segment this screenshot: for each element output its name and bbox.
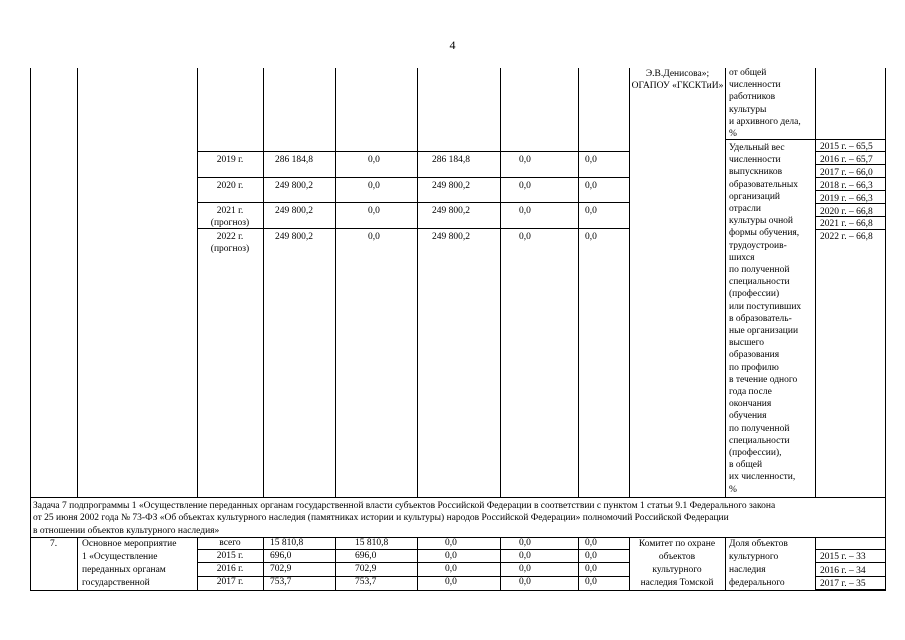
- year-cell: 2016 г.: [216, 564, 244, 574]
- rule: [885, 68, 886, 590]
- value-cell: 0,0: [585, 577, 597, 587]
- indicator-text: %: [729, 129, 737, 139]
- indicator-text: шихся: [729, 252, 755, 263]
- value-cell: 753,7: [270, 577, 292, 587]
- indicator-text: ные организации: [729, 326, 799, 336]
- indicator-text: трудоустроив-: [729, 240, 787, 251]
- indicator-text: организаций: [729, 191, 781, 202]
- year-cell: всего: [219, 538, 241, 548]
- value-cell: 0,0: [519, 551, 531, 561]
- value-cell: 0,0: [585, 155, 597, 165]
- indicator-value: 2018 г. – 66,3: [820, 180, 873, 191]
- indicator-value: 2017 г. – 66,0: [820, 167, 873, 178]
- value-cell: 702,9: [270, 564, 292, 574]
- task-text: Задача 7 подпрограммы 1 «Осуществление переданных органам государственной власти субъектов Российской Федерации в соответствии с пунктом 1 статьи 9.1 Федерального закона: [33, 501, 776, 511]
- indicator-value: 2016 г. – 34: [820, 565, 866, 576]
- year-cell: (прогноз): [210, 244, 250, 254]
- value-cell: 753,7: [355, 577, 377, 587]
- rule: [815, 537, 816, 590]
- value-cell: 0,0: [519, 206, 531, 216]
- indicator-text: культуры: [729, 104, 767, 115]
- value-cell: 0,0: [519, 538, 531, 548]
- indicator-text: культуры очной: [729, 216, 794, 227]
- rule: [417, 68, 418, 497]
- year-cell: 2021 г.: [216, 206, 244, 216]
- indicator-text: численности: [729, 80, 781, 91]
- value-cell: 0,0: [585, 564, 597, 574]
- rule: [335, 537, 336, 590]
- year-cell: 2017 г.: [216, 577, 244, 587]
- indicator-text: численности: [729, 155, 781, 166]
- value-cell: 0,0: [445, 538, 457, 548]
- value-cell: 0,0: [519, 564, 531, 574]
- value-cell: 0,0: [445, 577, 457, 587]
- indicator-text: по профилю: [729, 362, 779, 373]
- rule: [77, 68, 78, 497]
- value-cell: 0,0: [585, 206, 597, 216]
- indicator-text: по полученной: [729, 265, 790, 275]
- value-cell: 15 810,8: [355, 538, 389, 548]
- rule: [815, 68, 816, 497]
- indicator-value: 2017 г. – 35: [820, 579, 866, 589]
- task-text: в отношении объектов культурного наследия»: [33, 525, 220, 536]
- indicator-text: и архивного дела,: [729, 116, 801, 127]
- indicator-text: в течение одного: [729, 374, 798, 385]
- indicator-text: обучения: [729, 411, 767, 422]
- value-cell: 696,0: [270, 551, 292, 561]
- task-text: от 25 июня 2002 года № 73-ФЗ «Об объектах культурного наследия (памятниках истории и культуры) народов Российской Федерации» полномочий Российской Федерации: [33, 513, 729, 524]
- indicator-text: образования: [729, 350, 780, 361]
- rule: [725, 68, 726, 497]
- value-cell: 696,0: [355, 551, 377, 561]
- event-text: переданных органам: [82, 565, 166, 575]
- value-cell: 249 800,2: [275, 206, 313, 216]
- executor-text: Комитет по охране: [638, 539, 716, 549]
- rule: [578, 537, 579, 590]
- rule: [197, 151, 630, 152]
- value-cell: 0,0: [368, 155, 380, 165]
- value-cell: 286 184,8: [432, 155, 470, 165]
- event-text: 1 «Осуществление: [82, 552, 158, 562]
- value-cell: 0,0: [519, 577, 531, 587]
- indicator-text: специальности: [729, 435, 790, 446]
- event-text: Основное мероприятие: [82, 539, 177, 549]
- rule: [815, 549, 886, 550]
- value-cell: 0,0: [585, 551, 597, 561]
- value-cell: 0,0: [585, 538, 597, 548]
- indicator-text: Доля объектов: [729, 539, 788, 549]
- year-cell: 2015 г.: [216, 551, 244, 561]
- indicator-text: их численности,: [729, 472, 796, 483]
- rule: [30, 68, 31, 590]
- indicator-text: Удельный вес: [729, 143, 785, 153]
- value-cell: 0,0: [585, 232, 597, 242]
- indicator-text: культурного: [729, 552, 779, 562]
- indicator-value: 2019 г. – 66,3: [820, 193, 873, 204]
- value-cell: 0,0: [585, 181, 597, 191]
- value-cell: 249 800,2: [432, 232, 470, 242]
- indicator-text: отрасли: [729, 204, 761, 214]
- rule: [77, 537, 78, 590]
- rule: [500, 537, 501, 590]
- rule: [417, 537, 418, 590]
- rule: [197, 177, 630, 178]
- value-cell: 0,0: [519, 232, 531, 242]
- rule: [197, 68, 198, 497]
- rule: [629, 68, 630, 497]
- indicator-value: 2015 г. – 65,5: [820, 142, 873, 152]
- executor-text: наследия Томской: [640, 578, 714, 588]
- indicator-text: специальности: [729, 277, 790, 288]
- value-cell: 249 800,2: [432, 206, 470, 216]
- indicator-value: 2016 г. – 65,7: [820, 154, 873, 165]
- event-text: государственной: [82, 578, 150, 588]
- indicator-text: в общей: [729, 460, 763, 471]
- year-cell: 2019 г.: [216, 155, 244, 165]
- indicator-text: (профессии): [729, 289, 780, 300]
- rule: [335, 68, 336, 497]
- indicator-text: выпускников: [729, 167, 783, 178]
- value-cell: 249 800,2: [275, 181, 313, 191]
- indicator-text: высшего: [729, 338, 765, 349]
- indicator-text: образовательных: [729, 179, 798, 190]
- indicator-text: наследия: [729, 565, 766, 575]
- value-cell: 0,0: [445, 551, 457, 561]
- rule: [30, 497, 886, 498]
- indicator-text: по полученной: [729, 423, 790, 434]
- year-cell: (прогноз): [210, 218, 250, 228]
- value-cell: 702,9: [355, 564, 377, 574]
- value-cell: 249 800,2: [432, 181, 470, 191]
- indicator-text: от общей: [729, 68, 767, 78]
- rule: [30, 590, 886, 591]
- value-cell: 249 800,2: [275, 232, 313, 242]
- value-cell: 15 810,8: [270, 538, 304, 548]
- year-cell: 2020 г.: [216, 181, 244, 191]
- indicator-text: окончания: [729, 399, 772, 410]
- rule: [263, 68, 264, 497]
- executor-text: объектов: [658, 552, 696, 562]
- rule: [578, 68, 579, 497]
- indicator-text: года после: [729, 387, 772, 397]
- indicator-text: %: [729, 484, 737, 495]
- indicator-text: формы обучения,: [729, 228, 800, 239]
- indicator-text: работников: [729, 92, 776, 103]
- indicator-text: (профессии),: [729, 448, 782, 458]
- value-cell: 0,0: [368, 232, 380, 242]
- value-cell: 286 184,8: [275, 155, 313, 165]
- executor-text: Э.В.Денисова»; ОГАПОУ «ГКСКТиИ»: [631, 69, 724, 92]
- value-cell: 0,0: [368, 206, 380, 216]
- indicator-value: 2022 г. – 66,8: [820, 232, 873, 243]
- value-cell: 0,0: [368, 181, 380, 191]
- rule: [263, 537, 264, 590]
- value-cell: 0,0: [445, 564, 457, 574]
- year-cell: 2022 г.: [216, 232, 244, 242]
- executor-text: культурного: [652, 565, 702, 575]
- indicator-value: 2015 г. – 33: [820, 552, 866, 562]
- rule: [500, 68, 501, 497]
- page-number: 4: [449, 38, 456, 52]
- value-cell: 0,0: [519, 181, 531, 191]
- indicator-text: в образователь-: [729, 313, 792, 324]
- row-number: 7.: [49, 539, 58, 549]
- indicator-value: 2020 г. – 66,8: [820, 206, 873, 217]
- indicator-text: федерального: [729, 578, 785, 588]
- rule: [197, 202, 630, 203]
- rule: [725, 537, 726, 590]
- value-cell: 0,0: [519, 155, 531, 165]
- indicator-value: 2021 г. – 66,8: [820, 219, 873, 230]
- indicator-text: или поступивших: [729, 301, 802, 312]
- rule: [725, 139, 886, 140]
